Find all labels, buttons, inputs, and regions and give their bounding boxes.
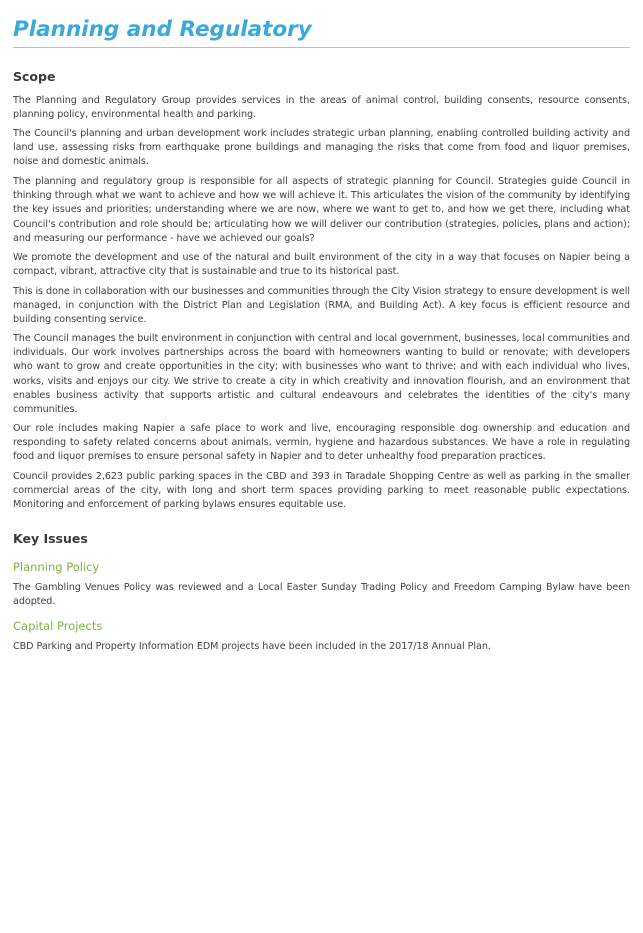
scope-paragraph: Council provides 2,623 public parking spaces in the CBD and 393 in Taradale Shopping Centre as well as parking in the smaller commercial areas of the city, with long and short term spaces providing parking to meet reasonable public expectations. Monitoring and enforcement of parking bylaws ensures equitable use. xyxy=(13,471,630,511)
scope-heading: Scope xyxy=(13,69,56,84)
page-title: Planning and Regulatory xyxy=(13,17,312,42)
planning-policy-heading: Planning Policy xyxy=(13,560,100,574)
scope-paragraph: The Planning and Regulatory Group provides services in the areas of animal control, building consents, resource consents, planning policy, environmental health and parking. xyxy=(13,95,630,121)
key-issues-heading: Key Issues xyxy=(13,531,88,546)
scope-paragraph: Our role includes making Napier a safe place to work and live, encouraging responsible dog ownership and education and responding to safety related concerns about animals, vermin, hygiene and hazardous substances. We have a role in regulating food and liquor premises to ensure personal safety in Napier and to deter unhealthy food preparation practices. xyxy=(13,423,630,463)
scope-paragraph: The Council manages the built environment in conjunction with central and local government, businesses, local communities and individuals. Our work involves partnerships across the board with homeowners wanting to build or renovate; with developers who want to grow and create opportunities in the city; with businesses who want to thrive; and with each individual who lives, works, visits and enjoys our city. We strive to create a city in which creativity and innovation flourish, and an environment that enables business activity that supports artistic and cultural endeavours and celebrates the identities of the city's many communities. xyxy=(13,333,630,416)
capital-projects-text: CBD Parking and Property Information EDM projects have been included in the 2017/18 Annual Plan. xyxy=(13,641,491,652)
scope-paragraph: The Council's planning and urban development work includes strategic urban planning, enabling controlled building activity and land use, assessing risks from earthquake prone buildings and managing the risks that come from food and liquor premises, noise and domestic animals. xyxy=(13,128,630,168)
title-divider xyxy=(13,47,630,48)
capital-projects-heading: Capital Projects xyxy=(13,619,103,633)
scope-paragraph: This is done in collaboration with our businesses and communities through the City Vision strategy to ensure development is well managed, in conjunction with the District Plan and Legislation (RMA, and Building Act). A key focus is efficient resource and building consenting service. xyxy=(13,286,630,326)
scope-paragraph: We promote the development and use of the natural and built environment of the city in a way that focuses on Napier being a compact, vibrant, attractive city that is sustainable and true to its historical past. xyxy=(13,252,630,278)
planning-policy-text: The Gambling Venues Policy was reviewed and a Local Easter Sunday Trading Policy and Freedom Camping Bylaw have been adopted. xyxy=(13,582,630,608)
scope-paragraph: The planning and regulatory group is responsible for all aspects of strategic planning for Council. Strategies guide Council in thinking through what we want to achieve and how we will achieve it. This articulates the vision of the community by identifying the key issues and priorities; understanding where we are now, where we want to get to, and how we get there, including what Council's contribution and role should be; articulating how we will deliver our contribution (strategies, policies, plans and action); and measuring our performance - have we achieved our goals? xyxy=(13,176,630,244)
